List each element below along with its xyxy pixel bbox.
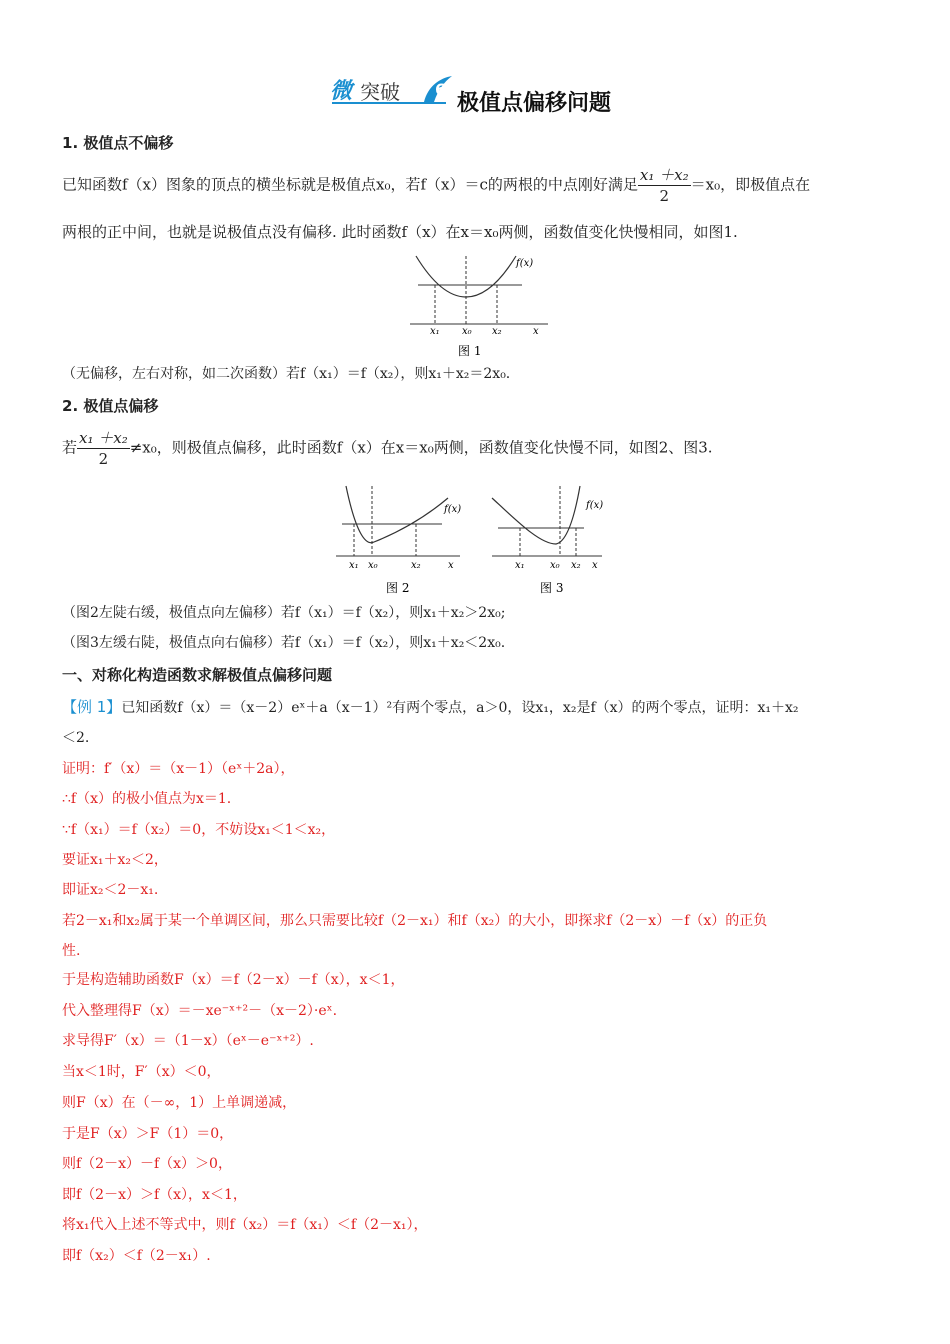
proof-line: 即f（2－x）＞f（x），x＜1， [62, 1187, 247, 1203]
fig3-fx-label: f(x) [586, 500, 604, 511]
fig2-x2-label: x₂ [411, 560, 421, 571]
proof-line: ∴f（x）的极小值点为x＝1. [62, 791, 232, 807]
s2-note-fig3: （图3左缓右陡，极值点向右偏移）若f（x₁）＝f（x₂），则x₁＋x₂＜2x₀. [62, 635, 506, 651]
example-1-line-1 [62, 697, 799, 718]
fig2-curve [346, 486, 448, 543]
proof-line: 代入整理得F（x）＝－xe⁻ˣ⁺²－（x－2）·eˣ. [62, 1003, 338, 1019]
fig2-x0-label: x₀ [368, 560, 378, 571]
fig3-x2-label: x₂ [571, 560, 581, 571]
badge-num: 6 [435, 80, 447, 99]
proof-line: 将x₁代入上述不等式中，则f（x₂）＝f（x₁）＜f（2－x₁）， [62, 1217, 428, 1233]
s1-note: （无偏移，左右对称，如二次函数）若f（x₁）＝f（x₂），则x₁＋x₂＝2x₀. [62, 366, 511, 382]
section-2-title: 极值点偏移 [83, 397, 159, 415]
proof-line: 证明：f′（x）＝（x－1）（eˣ＋2a）， [62, 761, 295, 777]
s2-note-fig2: （图2左陡右缓，极值点向左偏移）若f（x₁）＝f（x₂），则x₁＋x₂＞2x₀; [62, 605, 506, 621]
proof-line: 当x＜1时，F′（x）＜0， [62, 1064, 221, 1080]
section-2-num: 2 [62, 397, 73, 415]
s2-frac-den: 2 [98, 450, 109, 468]
badge-text: 突破 [360, 80, 400, 104]
proof-line: ∵f（x₁）＝f（x₂）＝0，不妨设x₁＜1＜x₂， [62, 822, 336, 838]
s1-frac-num: x₁ ＋x₂ [639, 166, 689, 184]
proof-line: 于是F（x）＞F（1）＝0， [62, 1126, 234, 1142]
proof-line: 求导得F′（x）＝（1－x）（eˣ－e⁻ˣ⁺²）. [62, 1033, 314, 1049]
figure-2 [332, 484, 472, 600]
fig1-caption: 图 1 [458, 344, 482, 358]
example-text-1: 已知函数f（x）＝（x－2）eˣ＋a（x－1）²有两个零点，a＞0，设x₁，x₂是f（x）的两个零点，证明：x₁＋x₂ [121, 700, 799, 716]
fig3-x-label: x [592, 560, 598, 571]
proof-line: 则f（2－x）－f（x）＞0， [62, 1156, 232, 1172]
s1-paragraph-1 [62, 165, 810, 206]
fig1-x2-label: x₂ [492, 326, 502, 337]
proof-line: 性. [62, 943, 81, 959]
fig2-fx-label: f(x) [444, 504, 462, 515]
s2-text-post: ≠x₀，则极值点偏移，此时函数f（x）在x＝x₀两侧，函数值变化快慢不同，如图2、图3. [129, 438, 713, 457]
fig2-x-label: x [448, 560, 454, 571]
s1-paragraph-2: 两根的正中间，也就是说极值点没有偏移. 此时函数f（x）在x＝x₀两侧，函数值变化快慢相同，如图1. [62, 223, 738, 241]
part-1-heading: 一、对称化构造函数求解极值点偏移问题 [62, 666, 333, 684]
fig1-x1-label: x₁ [430, 326, 440, 337]
s1-p1-text-a: 已知函数f（x）图象的顶点的横坐标就是极值点x₀，若f（x）＝c的两根的中点刚好满足 [62, 175, 638, 194]
example-1-line-2: ＜2. [62, 730, 90, 746]
section-1-num: 1 [62, 134, 73, 152]
section-1-heading: 1. 极值点不偏移 [62, 134, 174, 152]
badge-char: 微 [330, 79, 353, 104]
header-badge [330, 72, 456, 106]
s1-frac-den: 2 [659, 187, 670, 205]
proof-line: 要证x₁＋x₂＜2， [62, 852, 168, 868]
figure-3 [488, 484, 618, 600]
proof-line: 即f（x₂）＜f（2－x₁）. [62, 1248, 211, 1264]
page-title: 极值点偏移问题 [457, 91, 612, 116]
s2-text-pre: 若 [62, 438, 78, 457]
s2-fraction [77, 428, 130, 469]
s2-frac-num: x₁ ＋x₂ [79, 429, 128, 447]
example-tag: 【例 1】 [62, 698, 122, 716]
proof-line: 于是构造辅助函数F（x）＝f（2－x）－f（x），x＜1， [62, 972, 405, 988]
proof-line: 即证x₂＜2－x₁. [62, 882, 159, 898]
proof-line: 则F（x）在（－∞，1）上单调递减， [62, 1095, 297, 1111]
proof-line: 若2－x₁和x₂属于某一个单调区间，那么只需要比较f（2－x₁）和f（x₂）的大小，即探求f（2－x）－f（x）的正负 [62, 913, 768, 929]
s1-p1-text-b: ＝x₀，即极值点在 [690, 175, 811, 194]
fig1-x0-label: x₀ [462, 326, 472, 337]
figure-1 [400, 252, 560, 362]
s2-paragraph [62, 428, 713, 469]
fig3-caption: 图 3 [540, 581, 564, 595]
s1-fraction [638, 165, 691, 206]
fig3-x1-label: x₁ [515, 560, 525, 571]
fig2-x1-label: x₁ [349, 560, 359, 571]
fig1-x-label: x [533, 326, 539, 337]
fig2-caption: 图 2 [386, 581, 410, 595]
fig3-curve [492, 486, 580, 544]
fig3-x0-label: x₀ [550, 560, 560, 571]
fig1-fx-label: f(x) [516, 258, 534, 269]
section-2-heading: 2. 极值点偏移 [62, 397, 159, 415]
section-1-title: 极值点不偏移 [83, 134, 174, 152]
